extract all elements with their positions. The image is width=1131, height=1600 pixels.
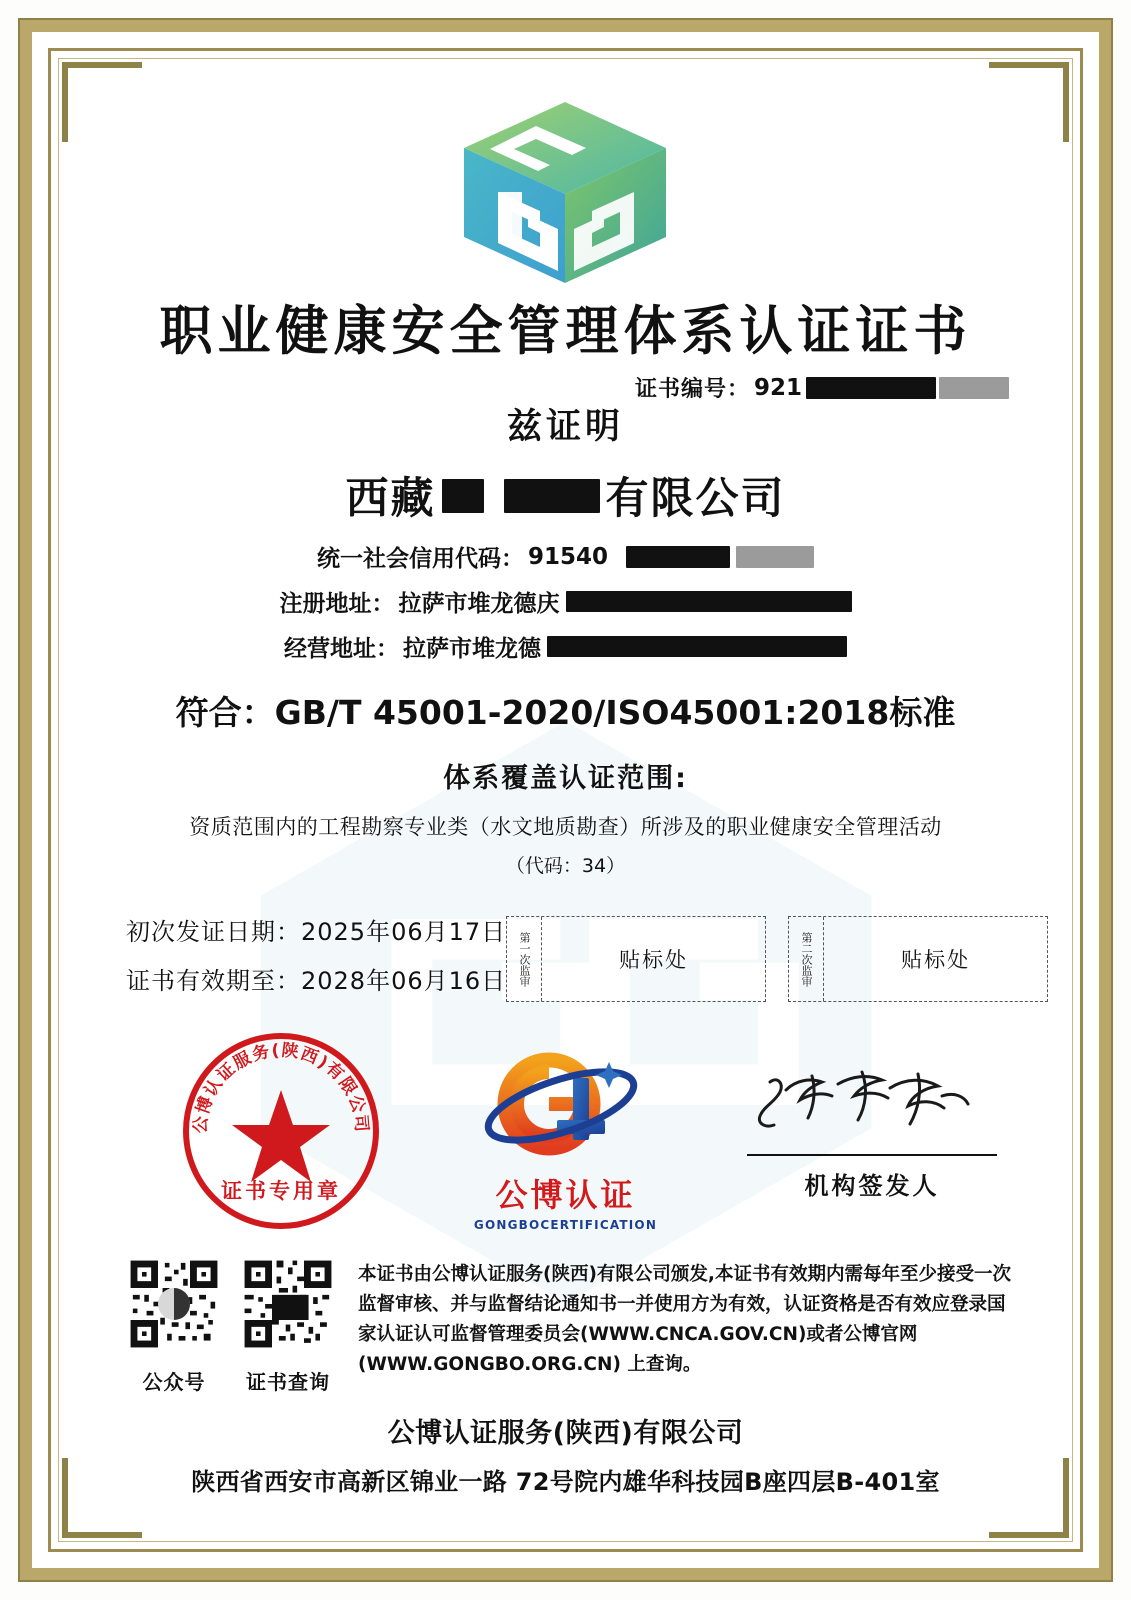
marks-row (92, 1034, 1039, 1234)
company-name-prefix: 西藏 (345, 474, 436, 525)
qr-caption-wechat: 公众号 (142, 1370, 206, 1395)
sticker-box-first-audit (506, 916, 766, 1002)
redaction-bar-company-1 (442, 479, 484, 513)
handwritten-signature-icon (752, 1060, 992, 1148)
redaction-bar-cert-no-2 (939, 377, 1009, 399)
dates-and-stickers-row (92, 912, 1039, 1010)
signature-block (747, 1060, 997, 1201)
certificate-number-value: 921 (753, 374, 802, 401)
valid-until-label: 证书有效期至： (126, 967, 301, 996)
signature-line (747, 1154, 997, 1156)
redaction-bar-business-address (547, 636, 847, 657)
credit-code-value: 91540 (527, 543, 609, 570)
company-name-line (92, 465, 1039, 526)
footer-organization: 公博认证服务(陕西)有限公司 (387, 1418, 744, 1450)
registered-address-value: 拉萨市堆龙德庆 (398, 591, 560, 618)
business-address-row (92, 630, 1039, 663)
redaction-bar-credit-code-2 (736, 546, 814, 568)
certificate-frame (18, 18, 1113, 1582)
scope-text: 资质范围内的工程勘察专业类（水文地质勘查）所涉及的职业健康安全管理活动 (189, 815, 942, 840)
certificate-number-label: 证书编号： (634, 377, 750, 403)
brand-logo-block (462, 1042, 670, 1232)
brand-name-cn: 公博认证 (495, 1176, 636, 1215)
dates-block (126, 912, 506, 1010)
qr-code-group (126, 1256, 336, 1395)
scope-code: （代码：34） (505, 855, 626, 878)
standard-line (92, 687, 1039, 734)
hereby-certify-text: 兹证明 (506, 407, 624, 448)
certificate-content (92, 78, 1039, 1522)
gongbo-cube-logo-icon (458, 100, 673, 285)
credit-code-label: 统一社会信用代码： (316, 546, 524, 573)
registered-address-label: 注册地址： (279, 591, 395, 618)
credit-code-row (92, 540, 1039, 573)
svg-text:证书专用章: 证书专用章 (221, 1179, 341, 1204)
qr-caption-verify: 证书查询 (246, 1370, 330, 1395)
page-title: 职业健康安全管理体系认证证书 (159, 301, 972, 362)
standard-label: 符合： (175, 693, 275, 733)
qr-item-wechat (126, 1256, 222, 1395)
company-name-suffix: 有限公司 (605, 474, 786, 525)
brand-name-en: GONGBOCERTIFICATION (473, 1218, 658, 1233)
standard-value: GB/T 45001-2020/ISO45001:2018标准 (274, 693, 956, 733)
svg-text:公博认证服务(陕西)有限公司: 公博认证服务(陕西)有限公司 (190, 1040, 372, 1135)
redaction-bar-company-2 (504, 479, 600, 513)
gongbo-orbit-logo-icon (481, 1042, 651, 1168)
registered-address-row (92, 585, 1039, 618)
valid-until-value: 2028年06月16日 (301, 967, 507, 996)
redaction-bar-registered-address (566, 591, 852, 612)
business-address-label: 经营地址： (284, 636, 399, 663)
sticker-side-label-1: 第一次监审 (507, 917, 542, 1001)
valid-until-line (126, 961, 506, 996)
first-issue-date-value: 2025年06月17日 (301, 918, 507, 947)
redaction-bar-credit-code (626, 546, 730, 568)
first-issue-date-line (126, 912, 506, 947)
qr-item-verify (240, 1256, 336, 1395)
business-address-value: 拉萨市堆龙德 (403, 636, 541, 663)
sticker-box-second-audit (788, 916, 1048, 1002)
footer-block (92, 1411, 1039, 1497)
sticker-group (506, 916, 1048, 1002)
sticker-main-label-2: 贴标处 (901, 948, 971, 973)
redaction-bar-cert-no (806, 377, 936, 399)
official-seal-stamp-icon (178, 1028, 384, 1234)
scope-title: 体系覆盖认证范围: (443, 763, 688, 795)
validity-note: 本证书由公博认证服务(陕西)有限公司颁发,本证书有效期内需每年至少接受一次监督审核、并与监督结论通知书一并使用方为有效，认证资格是否有效应登录国家认证认可监督管理委员会(WWW.CNCA.GOV.CN)或者公博官网(WWW.GONGBO.ORG.CN) 上查询。 (358, 1264, 1011, 1376)
footer-address: 陕西省西安市高新区锦业一路 72号院内雄华科技园B座四层B-401室 (191, 1468, 940, 1497)
sticker-main-label-1: 贴标处 (619, 948, 689, 973)
first-issue-date-label: 初次发证日期： (126, 918, 301, 947)
bottom-row (92, 1256, 1039, 1395)
sticker-side-label-2: 第二次监审 (789, 917, 824, 1001)
signature-label: 机构签发人 (804, 1172, 940, 1201)
qr-code-icon-verify[interactable] (240, 1256, 336, 1352)
qr-code-icon-wechat[interactable] (126, 1256, 222, 1352)
